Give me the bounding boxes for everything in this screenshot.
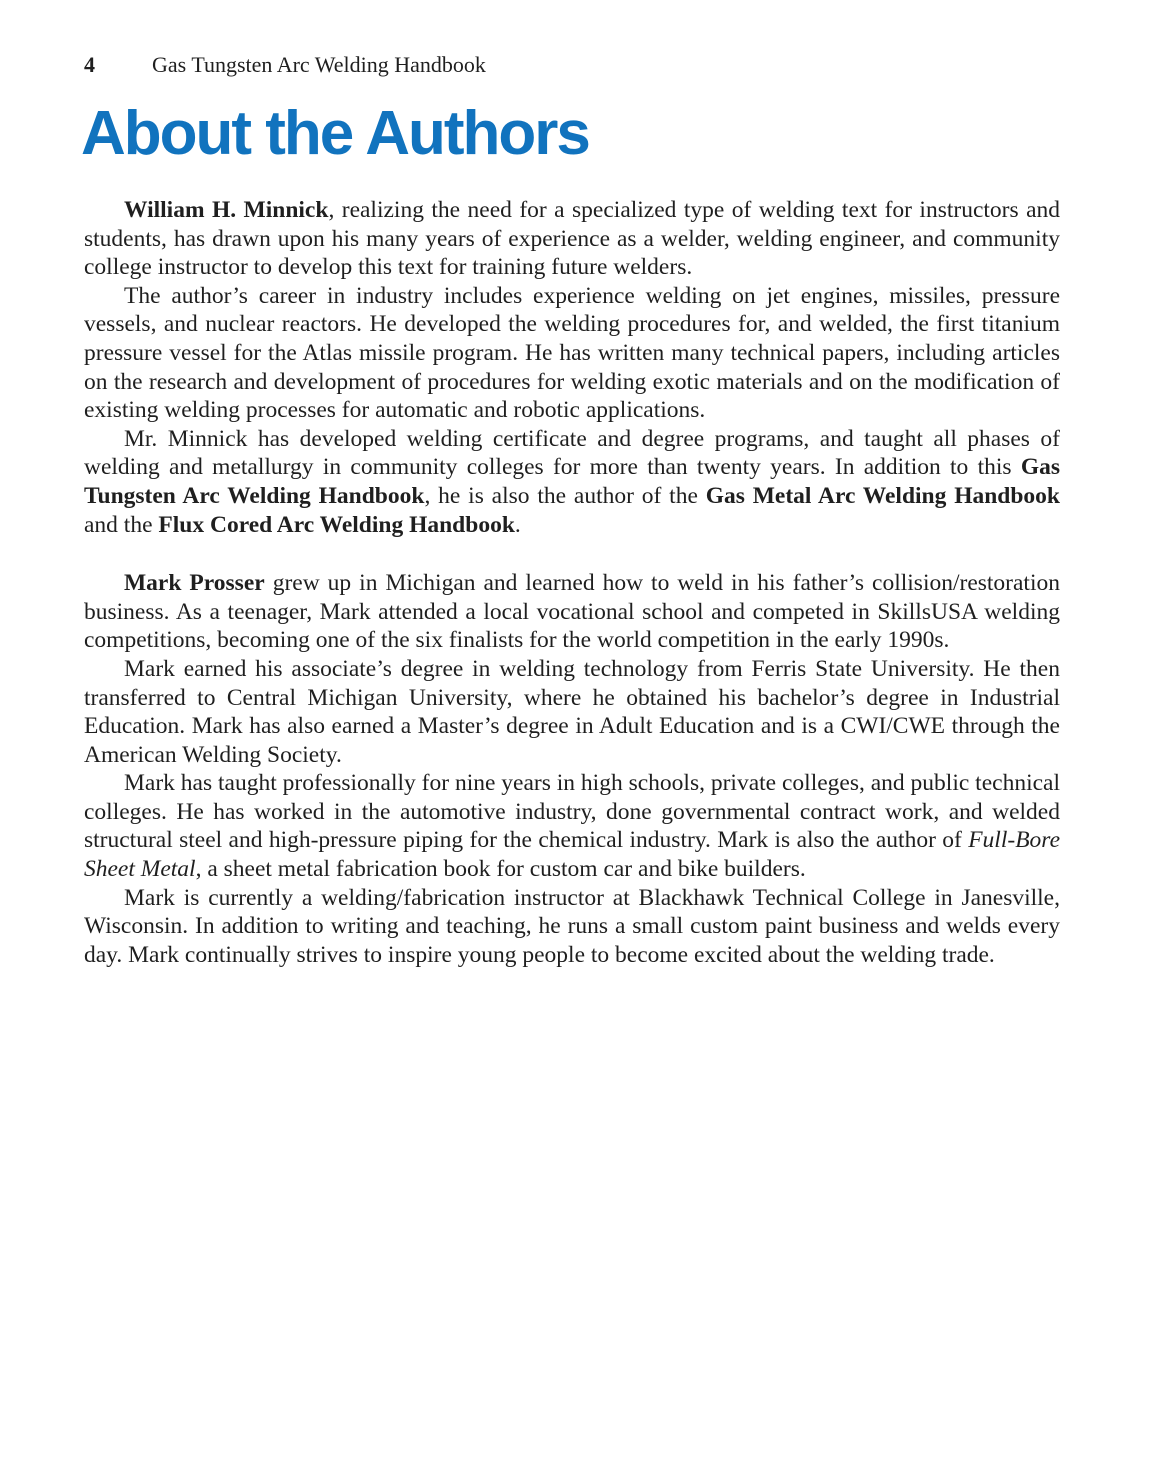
- text-run: Mark is currently a welding/fabrication instructor at Blackhawk Technical College in Janesville, Wisconsin. In addition to writing and teaching, he runs a small custom paint business and welds every day. Mark continually strives to inspire young people to become excited about the welding trade.: [84, 884, 1060, 968]
- paragraph: [84, 196, 1060, 282]
- paragraph: [84, 569, 1060, 655]
- running-header: [84, 52, 1060, 78]
- paragraph: [84, 655, 1060, 769]
- section-william-minnick: [84, 196, 1060, 539]
- paragraph: [84, 884, 1060, 970]
- page-number: 4: [84, 52, 95, 77]
- text-run: , a sheet metal fabrication book for custom car and bike builders.: [195, 856, 806, 883]
- bold-text-run: Flux Cored Arc Welding Handbook: [158, 511, 515, 538]
- text-run: grew up in Michigan and learned how to weld in his father’s collision/restoration business. As a teenager, Mark attended a local vocational school and competed in SkillsUSA welding competitions, becoming one of the six finalists for the world competition in the early 1990s.: [84, 570, 1060, 654]
- italic-text-run: Full-Bore Sheet Metal: [84, 827, 1060, 883]
- bold-text-run: Gas Tungsten Arc Welding Handbook: [84, 454, 1060, 509]
- bold-text-run: Mark Prosser: [124, 570, 265, 597]
- paragraph: [84, 769, 1060, 883]
- page-title: About the Authors: [81, 99, 589, 168]
- bold-text-run: Gas Metal Arc Welding Handbook: [705, 482, 1061, 509]
- text-run: , realizing the need for a specialized type of welding text for instructors and students, has drawn upon his many years of experience as a welder, welding engineer, and community college instructor to develop this text for training future welders.: [84, 197, 1061, 281]
- paragraph: [84, 425, 1060, 539]
- body-text: [84, 196, 1060, 969]
- text-run: .: [514, 511, 521, 538]
- text-run: Mark earned his associate’s degree in welding technology from Ferris State University. He then transferred to Central Michigan University, where he obtained his bachelor’s degree in Industrial Education. Mark has also earned a Master’s degree in Adult Education and is a CWI/CWE through the American Welding Society.: [84, 655, 1060, 768]
- text-run: , he is also the author of the: [424, 482, 706, 509]
- bold-text-run: William H. Minnick: [124, 197, 329, 223]
- text-run: and the: [84, 511, 159, 538]
- paragraph: [84, 282, 1060, 425]
- text-run: The author’s career in industry includes experience welding on jet engines, missiles, pressure vessels, and nuclear reactors. He developed the welding procedures for, and welded, the first titanium pressure vessel for the Atlas missile program. He has written many technical papers, including articles on the research and development of procedures for welding exotic materials and on the modification of existing welding processes for automatic and robotic applications.: [84, 282, 1060, 424]
- text-run: Mark has taught professionally for nine years in high schools, private colleges, and public technical colleges. He has worked in the automotive industry, done governmental contract work, and welded structural steel and high-pressure piping for the chemical industry. Mark is also the author of: [84, 770, 1060, 854]
- running-header-title: Gas Tungsten Arc Welding Handbook: [152, 52, 486, 77]
- text-run: Mr. Minnick has developed welding certificate and degree programs, and taught all phases of welding and metallurgy in community colleges for more than twenty years. In addition to this: [84, 425, 1060, 481]
- section-mark-prosser: [84, 569, 1060, 969]
